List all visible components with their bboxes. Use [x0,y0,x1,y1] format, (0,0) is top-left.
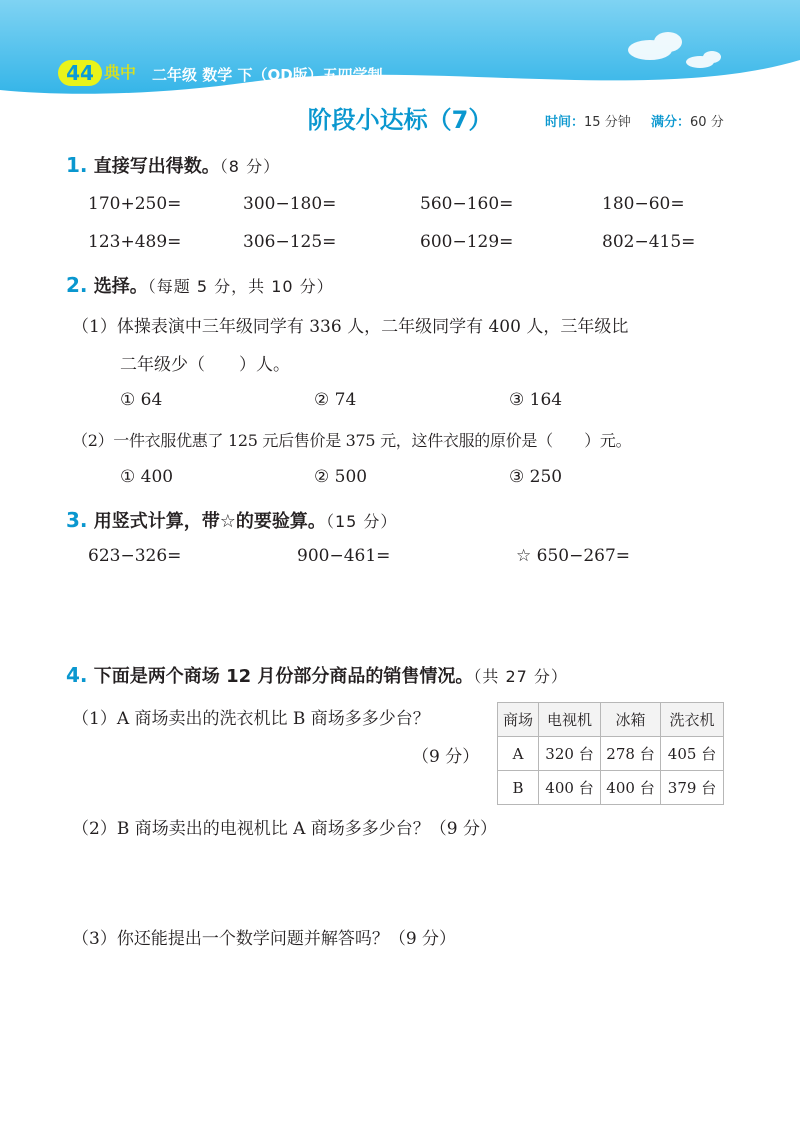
score-info [651,111,724,130]
page-title: 阶段小达标（7） [307,106,493,134]
q1-item: 802−415= [602,232,696,252]
q2-points: （每题 5 分，共 10 分） [147,277,334,296]
table-cell: 400 台 [539,771,601,805]
table-header-row [498,703,724,737]
q4-part1-points: （9 分） [412,747,480,767]
page-number: 44 [58,60,102,86]
q3-item: 900−461= [297,546,391,566]
q4-part3: （3）你还能提出一个数学问题并解答吗？（9 分） [72,929,457,949]
q2-part1-line1: （1）体操表演中三年级同学有 336 人，二年级同学有 400 人，三年级比 [72,317,629,337]
q2-part1-line2: 二年级少（ ）人。 [120,355,290,375]
q1-item: 300−180= [243,194,337,214]
time-info [545,111,631,130]
table-cell: 278 台 [601,737,661,771]
score-label: 满分： [651,115,691,130]
q3-item: ☆ 650−267= [516,546,631,566]
table-cell: 379 台 [661,771,724,805]
table-row [498,737,724,771]
q4-part2: （2）B 商场卖出的电视机比 A 商场多多少台？（9 分） [72,819,498,839]
q2-part2-option: ① 400 [120,467,174,487]
q2-part2-line: （2）一件衣服优惠了 125 元后售价是 375 元，这件衣服的原价是（ ）元。 [72,431,632,450]
score-value: 60 分 [690,115,724,130]
q4-points: （共 27 分） [473,667,568,686]
sales-table [497,702,724,805]
table-header-cell: 电视机 [539,703,601,737]
time-value: 15 分钟 [584,115,631,130]
q2-part1-option: ① 64 [120,390,163,410]
q4-part1: （1）A 商场卖出的洗衣机比 B 商场多多少台？ [72,709,430,729]
q2-part1-option: ③ 164 [509,390,563,410]
table-cell: 320 台 [539,737,601,771]
q2-heading [66,272,334,298]
table-cell: A [498,737,539,771]
q2-part1-option: ② 74 [314,390,357,410]
time-label: 时间： [545,115,585,130]
q3-points: （15 分） [325,512,398,531]
q1-points: （8 分） [219,157,281,176]
q3-heading [66,507,397,533]
q2-number: 2. [66,273,88,297]
table-header-cell: 商场 [498,703,539,737]
q1-text: 直接写出得数。 [93,156,220,177]
brand-logo: 典中 [104,63,137,82]
q2-part2-option: ② 500 [314,467,368,487]
q4-number: 4. [66,663,88,687]
q1-number: 1. [66,153,88,177]
q1-item: 180−60= [602,194,685,214]
q1-item: 600−129= [420,232,514,252]
q2-part2-option: ③ 250 [509,467,563,487]
table-row [498,771,724,805]
q1-item: 306−125= [243,232,337,252]
table-header-cell: 冰箱 [601,703,661,737]
q1-item: 123+489= [88,232,182,252]
q4-text: 下面是两个商场 12 月份部分商品的销售情况。 [93,666,474,687]
q1-item: 170+250= [88,194,182,214]
header-band [0,0,800,108]
q3-text: 用竖式计算，带☆的要验算。 [93,511,326,532]
q1-item: 560−160= [420,194,514,214]
table-cell: 400 台 [601,771,661,805]
q3-item: 623−326= [88,546,182,566]
table-header-cell: 洗衣机 [661,703,724,737]
q2-text: 选择。 [93,276,148,297]
q1-heading [66,152,280,178]
table-cell: B [498,771,539,805]
book-title: 二年级 数学 下（QD版）五四学制 [152,66,383,84]
q4-heading [66,662,568,688]
table-cell: 405 台 [661,737,724,771]
q3-number: 3. [66,508,88,532]
